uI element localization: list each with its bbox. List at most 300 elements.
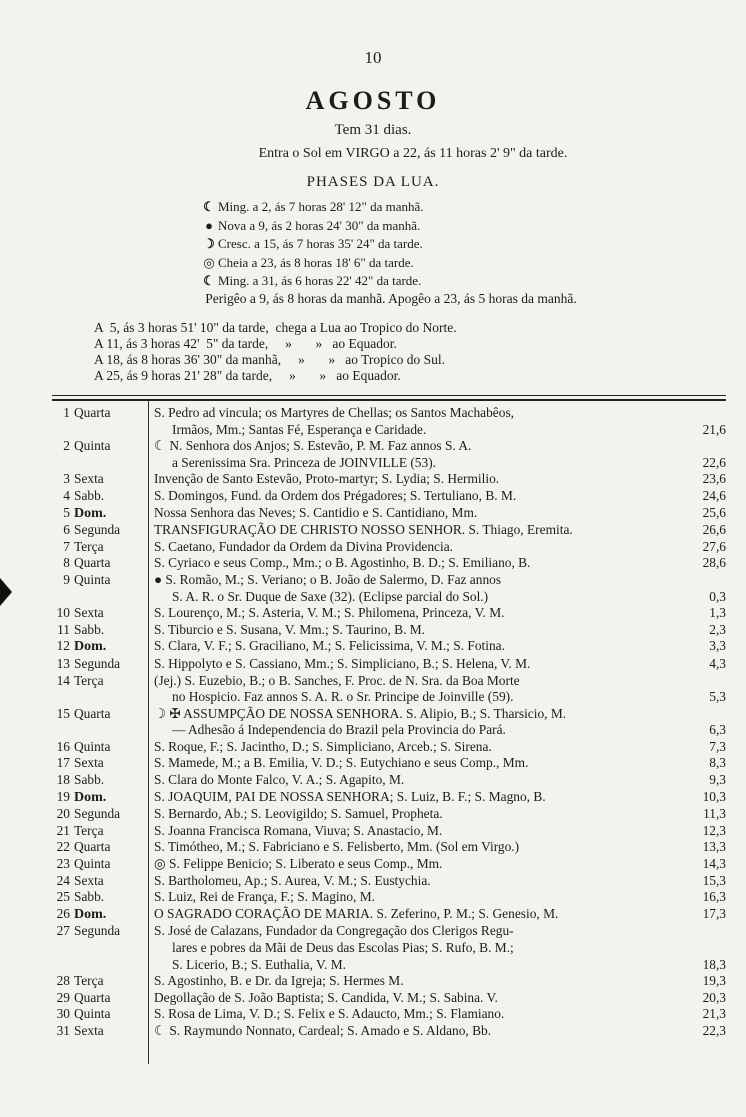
saints-cell: [150, 973, 726, 990]
weekday: Quinta: [74, 738, 111, 754]
day-number: 16: [56, 738, 70, 754]
saints-line: [154, 772, 726, 789]
day-cell: [50, 889, 150, 906]
day-number: 3: [63, 471, 70, 487]
saints-cell: [150, 471, 726, 488]
saints-text: S. Lourenço, M.; S. Asteria, V. M.; S. Philomena, Princeza, V. M.: [154, 605, 505, 621]
saints-cell: [150, 505, 726, 523]
saints-cell: [150, 605, 726, 622]
day-number: 5: [63, 504, 70, 520]
day-cell: [50, 839, 150, 856]
saints-text: O SAGRADO CORAÇÃO DE MARIA. S. Zeferino, P. M.; S. Genesio, M.: [154, 905, 559, 921]
day-number: 4: [63, 487, 70, 503]
phase-text: Nova a 9, ás 2 horas 24' 30" da manhã.: [218, 217, 421, 233]
calendar-row: [50, 522, 726, 539]
saints-cell: [150, 622, 726, 639]
moon-age: 17,3: [702, 905, 726, 921]
moon-age: [678, 572, 726, 589]
moon-age: 16,3: [702, 889, 726, 905]
calendar-row: [50, 555, 726, 572]
calendar-row: [50, 505, 726, 523]
day-cell: [50, 405, 150, 438]
moon-age: 3,3: [709, 638, 726, 654]
saints-text: S. Caetano, Fundador da Ordem da Divina Providencia.: [154, 538, 453, 554]
weekday: Dom.: [74, 639, 107, 655]
moon-age: 15,3: [702, 872, 726, 888]
moon-age: 21,3: [702, 1006, 726, 1022]
saints-cell: [150, 438, 726, 471]
moon-age: 6,3: [709, 722, 726, 738]
moon-age: 1,3: [709, 605, 726, 621]
saints-line: [154, 622, 726, 639]
moon-age: 21,6: [702, 421, 726, 437]
day-number: 11: [57, 621, 70, 637]
saints-text: S. Domingos, Fund. da Ordem dos Prégadores; S. Tertuliano, B. M.: [154, 487, 517, 503]
saints-cell: [150, 555, 726, 572]
phase-text: Ming. a 2, ás 7 horas 28' 12" da manhã.: [218, 199, 424, 214]
weekday: Sabb.: [74, 487, 105, 503]
day-cell: [50, 572, 150, 605]
sun-entry: Entra o Sol em VIRGO a 22, ás 11 horas 2' 9" da tarde.: [258, 146, 568, 161]
day-number: 20: [56, 806, 70, 822]
saints-text: ☾ S. Raymundo Nonnato, Cardeal; S. Amado e S. Aldano, Bb.: [154, 1022, 492, 1038]
saints-cell: [150, 1006, 726, 1023]
day-cell: [50, 873, 150, 890]
day-number: 27: [56, 923, 70, 939]
saints-cell: [150, 539, 726, 556]
day-number: 14: [56, 672, 70, 688]
calendar-table: [50, 405, 726, 1040]
day-cell: [50, 973, 150, 990]
weekday: Dom.: [74, 505, 107, 521]
calendar-row: [50, 1006, 726, 1023]
saints-line: [154, 823, 726, 840]
tropic-line: A 5, ás 3 horas 51' 10" da tarde, chega a Lua ao Tropico do Norte.: [94, 320, 457, 335]
weekday: Segunda: [74, 806, 121, 822]
saints-cell: [150, 839, 726, 856]
calendar-row: [50, 605, 726, 622]
saints-cell: [150, 405, 726, 438]
day-cell: [50, 622, 150, 639]
day-number: 23: [56, 856, 70, 872]
saints-line: [154, 873, 726, 890]
saints-line: [154, 656, 726, 673]
weekday: Terça: [74, 538, 104, 554]
saints-text: ● S. Romão, M.; S. Veriano; o B. João de Salermo, D. Faz annos: [154, 571, 502, 587]
calendar-row: [50, 923, 726, 973]
day-cell: [50, 739, 150, 756]
saints-cell: [150, 823, 726, 840]
calendar-row: [50, 1023, 726, 1040]
saints-text: S. Clara do Monte Falco, V. A.; S. Agapito, M.: [154, 772, 405, 788]
tropic-line: A 11, ás 3 horas 42' 5" da tarde, » » ao Equador.: [94, 336, 397, 351]
day-cell: [50, 505, 150, 523]
calendar-row: [50, 990, 726, 1007]
saints-line: [154, 638, 726, 655]
moon-age: 13,3: [702, 839, 726, 855]
saints-line: [154, 856, 726, 873]
saints-line: [154, 673, 726, 690]
tropic-line: A 25, ás 9 horas 21' 28" da tarde, » » ao Equador.: [94, 368, 401, 383]
day-cell: [50, 990, 150, 1007]
saints-text: a Serenissima Sra. Princeza de JOINVILLE (53).: [172, 454, 437, 470]
saints-line: [154, 405, 726, 422]
saints-text: S. Licerio, B.; S. Euthalia, V. M.: [172, 956, 346, 972]
day-number: 26: [56, 905, 70, 921]
saints-cell: [150, 873, 726, 890]
day-number: 2: [63, 438, 70, 454]
day-number: 6: [63, 522, 70, 538]
day-number: 18: [56, 772, 70, 788]
day-cell: [50, 539, 150, 556]
calendar-row: [50, 638, 726, 656]
saints-text: ◎ S. Felippe Benicio; S. Liberato e seus Comp., Mm.: [154, 856, 443, 872]
saints-cell: [150, 638, 726, 656]
moon-age: 8,3: [709, 755, 726, 771]
saints-line: [154, 505, 726, 522]
saints-text: ☾ N. Senhora dos Anjos; S. Estevão, P. M. Faz annos S. A.: [154, 438, 472, 454]
weekday: Quinta: [74, 856, 111, 872]
weekday: Terça: [74, 973, 104, 989]
day-number: 25: [56, 889, 70, 905]
moon-age: 11,3: [703, 806, 726, 822]
saints-text: S. Tiburcio e S. Susana, V. Mm.; S. Taurino, B. M.: [154, 621, 426, 637]
calendar-row: [50, 438, 726, 471]
saints-text: TRANSFIGURAÇÃO DE CHRISTO NOSSO SENHOR. S. Thiago, Eremita.: [154, 522, 573, 538]
day-number: 30: [56, 1006, 70, 1022]
day-cell: [50, 906, 150, 924]
weekday: Quarta: [74, 705, 111, 721]
weekday: Quarta: [74, 839, 111, 855]
saints-cell: [150, 755, 726, 772]
day-cell: [50, 605, 150, 622]
phase-text: Cresc. a 15, ás 7 horas 35' 24" da tarde.: [218, 236, 423, 251]
phase-row: [200, 235, 424, 254]
saints-text: Nossa Senhora das Neves; S. Cantidio e S. Cantidiano, Mm.: [154, 504, 478, 520]
saints-text: S. Mamede, M.; a B. Emilia, V. D.; S. Eutychiano e seus Comp., Mm.: [154, 755, 529, 771]
moon-age: 20,3: [702, 989, 726, 1005]
day-number: 12: [56, 638, 70, 654]
day-cell: [50, 755, 150, 772]
weekday: Segunda: [74, 522, 121, 538]
full-moon-icon: ◎: [203, 254, 215, 270]
moon-age: 22,6: [702, 454, 726, 470]
saints-text: S. Joanna Francisca Romana, Viuva; S. Anastacio, M.: [154, 822, 443, 838]
saints-cell: [150, 889, 726, 906]
month-title: AGOSTO: [305, 86, 441, 115]
calendar-row: [50, 889, 726, 906]
saints-line: [154, 806, 726, 823]
saints-cell: [150, 572, 726, 605]
calendar-row: [50, 572, 726, 605]
moon-age: 26,6: [702, 522, 726, 538]
weekday: Sabb.: [74, 621, 105, 637]
waxing-moon-icon: ☽: [203, 236, 215, 251]
phase-row: [200, 254, 424, 273]
moon-age: 0,3: [709, 588, 726, 604]
moon-age: 12,3: [702, 822, 726, 838]
day-cell: [50, 706, 150, 739]
calendar-row: [50, 539, 726, 556]
weekday: Quarta: [74, 555, 111, 571]
day-number: 8: [63, 555, 70, 571]
moon-age: 14,3: [702, 856, 726, 872]
calendar-row: [50, 656, 726, 673]
days-count: Tem 31 dias.: [334, 122, 412, 138]
day-cell: [50, 806, 150, 823]
moon-age: 19,3: [702, 973, 726, 989]
divider: [52, 395, 726, 396]
calendar-row: [50, 706, 726, 739]
saints-line: [154, 522, 726, 539]
weekday: Dom.: [74, 906, 107, 922]
weekday: Dom.: [74, 789, 107, 805]
saints-text: S. Roque, F.; S. Jacintho, D.; S. Simpliciano, Arceb.; S. Sirena.: [154, 738, 492, 754]
saints-line: [154, 789, 726, 806]
moon-age: 9,3: [709, 772, 726, 788]
weekday: Terça: [74, 672, 104, 688]
tropic-line: A 18, ás 8 horas 36' 30" da manhã, » » ao Tropico do Sul.: [94, 352, 446, 367]
day-cell: [50, 488, 150, 505]
saints-line: [154, 739, 726, 756]
saints-text: S. JOAQUIM, PAI DE NOSSA SENHORA; S. Luiz, B. F.; S. Magno, B.: [154, 788, 546, 804]
saints-text: S. Hippolyto e S. Cassiano, Mm.; S. Simpliciano, B.; S. Helena, V. M.: [154, 655, 531, 671]
saints-text: lares e pobres da Mãi de Deus das Escolas Pias; S. Rufo, B. M.;: [172, 940, 514, 955]
saints-line: [154, 722, 726, 739]
saints-cell: [150, 856, 726, 873]
saints-cell: [150, 706, 726, 739]
moon-age: [678, 438, 726, 455]
saints-text: S. Rosa de Lima, V. D.; S. Felix e S. Adaucto, Mm.; S. Flamiano.: [154, 1006, 505, 1022]
weekday: Quarta: [74, 989, 111, 1005]
moon-age: 18,3: [702, 956, 726, 972]
saints-line: [154, 957, 726, 974]
saints-cell: [150, 656, 726, 673]
day-number: 15: [56, 705, 70, 721]
weekday: Sabb.: [74, 889, 105, 905]
day-cell: [50, 823, 150, 840]
day-number: 28: [56, 973, 70, 989]
saints-text: S. Clara, V. F.; S. Graciliano, M.; S. Felicissima, V. M.; S. Fotina.: [154, 638, 505, 654]
calendar-row: [50, 755, 726, 772]
phase-row: [200, 217, 424, 236]
calendar-row: [50, 806, 726, 823]
calendar-row: [50, 405, 726, 438]
day-cell: [50, 856, 150, 873]
saints-cell: [150, 789, 726, 807]
calendar-row: [50, 873, 726, 890]
saints-text: S. A. R. o Sr. Duque de Saxe (32). (Eclipse parcial do Sol.): [172, 588, 489, 604]
saints-cell: [150, 522, 726, 539]
calendar-row: [50, 488, 726, 505]
saints-line: [154, 906, 726, 923]
saints-text: (Jej.) S. Euzebio, B.; o B. Sanches, F. Proc. de N. Sra. da Boa Morte: [154, 672, 520, 688]
perigee-apogee: Perigêo a 9, ás 8 horas da manhã. Apogêo a 23, ás 5 horas da manhã.: [205, 291, 577, 306]
calendar-row: [50, 471, 726, 488]
phase-text: Ming. a 31, ás 6 horas 22' 42" da tarde.: [218, 273, 422, 288]
saints-cell: [150, 906, 726, 924]
moon-age: 5,3: [709, 689, 726, 705]
day-cell: [50, 471, 150, 488]
day-cell: [50, 923, 150, 973]
saints-text: S. Bernardo, Ab.; S. Leovigildo; S. Samuel, Propheta.: [154, 806, 443, 822]
saints-line: [154, 488, 726, 505]
saints-line: [154, 471, 726, 488]
saints-line: [154, 839, 726, 856]
saints-cell: [150, 990, 726, 1007]
moon-age: 4,3: [709, 655, 726, 671]
phase-row: [200, 272, 424, 291]
saints-cell: [150, 772, 726, 789]
saints-line: [154, 572, 726, 589]
saints-text: S. Pedro ad vincula; os Martyres de Chellas; os Santos Machabêos,: [154, 405, 514, 420]
saints-cell: [150, 1023, 726, 1040]
saints-text: ☽ ✠ ASSUMPÇÃO DE NOSSA SENHORA. S. Alipio, B.; S. Tharsicio, M.: [154, 705, 567, 721]
moon-age: [678, 923, 726, 940]
calendar-row: [50, 973, 726, 990]
moon-age: 24,6: [702, 487, 726, 503]
saints-text: no Hospicio. Faz annos S. A. R. o Sr. Principe de Joinville (59).: [172, 689, 514, 705]
saints-line: [154, 990, 726, 1007]
day-number: 1: [63, 405, 70, 420]
saints-cell: [150, 739, 726, 756]
saints-text: S. Cyriaco e seus Comp., Mm.; o B. Agostinho, B. D.; S. Emiliano, B.: [154, 555, 531, 571]
page-number: 10: [364, 48, 382, 67]
day-cell: [50, 789, 150, 807]
saints-text: S. Bartholomeu, Ap.; S. Aurea, V. M.; S. Eustychia.: [154, 872, 431, 888]
saints-line: [154, 455, 726, 472]
calendar-row: [50, 739, 726, 756]
weekday: Sexta: [74, 605, 104, 621]
moon-age: 27,6: [702, 538, 726, 554]
saints-line: [154, 689, 726, 706]
saints-line: [154, 589, 726, 606]
new-moon-icon: ●: [205, 217, 213, 233]
weekday: Sabb.: [74, 772, 105, 788]
moon-age: [678, 706, 726, 723]
weekday: Quinta: [74, 571, 111, 587]
day-cell: [50, 1006, 150, 1023]
saints-line: [154, 422, 726, 439]
day-cell: [50, 1023, 150, 1040]
saints-text: S. Luiz, Rei de França, F.; S. Magino, M.: [154, 889, 375, 905]
phase-row: [200, 198, 424, 217]
waning-moon-icon: ☾: [203, 199, 215, 214]
weekday: Segunda: [74, 923, 121, 939]
saints-line: [154, 923, 726, 940]
saints-line: [154, 755, 726, 772]
weekday: Quinta: [74, 438, 111, 454]
saints-line: [154, 555, 726, 572]
phases-title: PHASES DA LUA.: [306, 174, 440, 190]
saints-line: [154, 706, 726, 723]
waning-moon-icon: ☾: [203, 273, 215, 288]
weekday: Quinta: [74, 1006, 111, 1022]
saints-text: — Adhesão á Independencia do Brazil pela Provincia do Pará.: [172, 722, 506, 738]
calendar-row: [50, 906, 726, 924]
saints-line: [154, 889, 726, 906]
saints-line: [154, 539, 726, 556]
day-number: 22: [56, 839, 70, 855]
day-number: 10: [56, 605, 70, 621]
day-cell: [50, 673, 150, 706]
day-number: 21: [56, 822, 70, 838]
moon-age: 10,3: [702, 788, 726, 804]
divider: [52, 399, 726, 401]
calendar-row: [50, 839, 726, 856]
day-number: 17: [56, 755, 70, 771]
weekday: Terça: [74, 822, 104, 838]
moon-age: [678, 405, 726, 422]
moon-age: [678, 940, 726, 957]
saints-cell: [150, 488, 726, 505]
saints-line: [154, 605, 726, 622]
saints-text: Degollação de S. João Baptista; S. Candida, V. M.; S. Sabina. V.: [154, 989, 498, 1005]
saints-line: [154, 1006, 726, 1023]
calendar-row: [50, 789, 726, 807]
moon-age: 2,3: [709, 621, 726, 637]
day-cell: [50, 656, 150, 673]
day-number: 29: [56, 989, 70, 1005]
saints-cell: [150, 673, 726, 706]
day-number: 24: [56, 872, 70, 888]
moon-tropics: [94, 320, 457, 384]
day-number: 31: [56, 1022, 70, 1038]
saints-text: Irmãos, Mm.; Santas Fé, Esperança e Caridade.: [172, 421, 427, 437]
saints-line: [154, 973, 726, 990]
day-cell: [50, 772, 150, 789]
moon-age: 28,6: [702, 555, 726, 571]
saints-cell: [150, 923, 726, 973]
saints-cell: [150, 806, 726, 823]
saints-text: S. Agostinho, B. e Dr. da Igreja; S. Hermes M.: [154, 973, 404, 989]
saints-line: [154, 1023, 726, 1040]
day-number: 7: [63, 538, 70, 554]
moon-phases: [200, 198, 424, 291]
weekday: Sexta: [74, 471, 104, 487]
weekday: Sexta: [74, 1022, 104, 1038]
saints-line: [154, 940, 726, 957]
calendar-row: [50, 673, 726, 706]
phase-text: Cheia a 23, ás 8 horas 18' 6" da tarde.: [218, 254, 414, 270]
saints-line: [154, 438, 726, 455]
day-cell: [50, 522, 150, 539]
day-number: 19: [56, 788, 70, 804]
weekday: Sexta: [74, 755, 104, 771]
weekday: Quarta: [74, 405, 111, 420]
day-cell: [50, 638, 150, 656]
day-cell: [50, 438, 150, 471]
saints-text: S. José de Calazans, Fundador da Congregação dos Clerigos Regu-: [154, 923, 514, 939]
moon-age: 22,3: [702, 1022, 726, 1038]
moon-age: 23,6: [702, 471, 726, 487]
day-number: 9: [63, 571, 70, 587]
page-edge-marker: [0, 578, 12, 606]
moon-age: 25,6: [702, 504, 726, 520]
calendar-row: [50, 622, 726, 639]
saints-text: S. Timótheo, M.; S. Fabriciano e S. Felisberto, Mm. (Sol em Virgo.): [154, 839, 520, 855]
weekday: Segunda: [74, 655, 121, 671]
calendar-row: [50, 772, 726, 789]
saints-text: Invenção de Santo Estevão, Proto-martyr; S. Lydia; S. Hermilio.: [154, 471, 500, 487]
moon-age: [678, 673, 726, 690]
day-number: 13: [56, 655, 70, 671]
day-cell: [50, 555, 150, 572]
calendar-row: [50, 823, 726, 840]
moon-age: 7,3: [709, 738, 726, 754]
calendar-row: [50, 856, 726, 873]
weekday: Sexta: [74, 872, 104, 888]
